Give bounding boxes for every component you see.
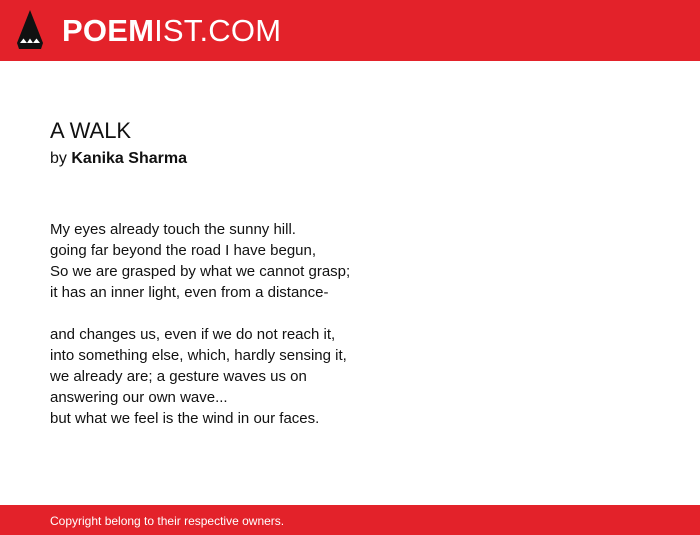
poem-stanza <box>50 219 650 303</box>
site-header <box>0 0 700 61</box>
poem-line: it has an inner light, even from a distance- <box>50 284 329 301</box>
poem-line: but what we feel is the wind in our faces. <box>50 410 320 427</box>
site-footer <box>0 505 700 535</box>
poem-line: answering our own wave... <box>50 389 228 406</box>
poem-byline <box>50 146 650 172</box>
brand-bold-text: POEM <box>62 13 155 48</box>
byline-prefix: by <box>50 150 67 167</box>
poem-container <box>50 117 650 450</box>
poem-body <box>50 219 650 429</box>
poem-line: So we are grasped by what we cannot grasp; <box>50 263 351 280</box>
brand-light-text: IST.COM <box>154 13 282 48</box>
author-link[interactable]: Kanika Sharma <box>71 150 187 167</box>
poem-stanza <box>50 324 650 429</box>
poem-title: A WALK <box>50 118 132 143</box>
copyright-text: Copyright belong to their respective owners. <box>50 514 285 528</box>
site-brand-link[interactable] <box>62 13 281 49</box>
poem-line: we already are; a gesture waves us on <box>50 368 307 385</box>
poem-line: and changes us, even if we do not reach it, <box>50 326 336 343</box>
poem-line: into something else, which, hardly sensing it, <box>50 347 347 364</box>
pencil-tip-icon[interactable] <box>16 9 44 51</box>
poem-line: going far beyond the road I have begun, <box>50 242 317 259</box>
poem-line: My eyes already touch the sunny hill. <box>50 221 296 238</box>
